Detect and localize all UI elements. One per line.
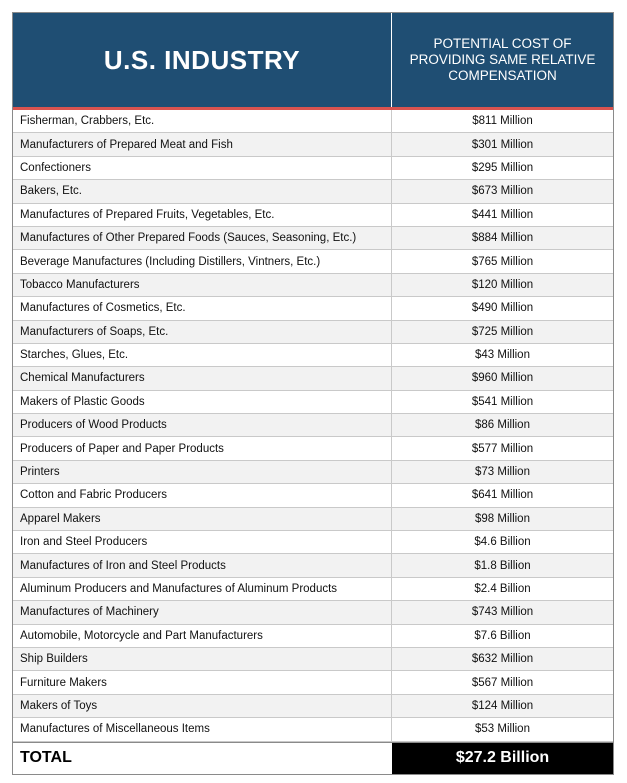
table-row [13, 484, 613, 507]
cost-cell: $4.6 Billion [474, 536, 531, 549]
table-row [13, 274, 613, 297]
industry-cell: Starches, Glues, Etc. [13, 344, 392, 366]
table-row [13, 531, 613, 554]
industry-cell: Fisherman, Crabbers, Etc. [13, 110, 392, 132]
cost-cell: $43 Million [475, 349, 530, 362]
table-row [13, 578, 613, 601]
table-row [13, 180, 613, 203]
table-row [13, 391, 613, 414]
table-row [13, 133, 613, 156]
industry-cell: Iron and Steel Producers [13, 531, 392, 553]
cost-cell: $725 Million [471, 325, 534, 338]
cost-header-line-2: PROVIDING SAME RELATIVE [409, 52, 596, 67]
industry-cell: Makers of Toys [13, 695, 392, 717]
cost-cell: $567 Million [471, 676, 534, 689]
table-row [13, 344, 613, 367]
cost-header-line-1: POTENTIAL COST OF [433, 36, 572, 51]
table-header [13, 13, 613, 110]
cost-cell: $98 Million [475, 512, 530, 525]
table-row [13, 648, 613, 671]
industry-cell: Manufacturers of Soaps, Etc. [13, 321, 392, 343]
table-row [13, 157, 613, 180]
table-row [13, 204, 613, 227]
cost-cell: $295 Million [471, 161, 534, 174]
table-row [13, 695, 613, 718]
cost-cell: $441 Million [471, 208, 534, 221]
table-row [13, 297, 613, 320]
industry-cell: Manufactures of Cosmetics, Etc. [13, 297, 392, 319]
total-label: TOTAL [13, 743, 392, 774]
cost-cell: $641 Million [471, 489, 534, 502]
industry-cell: Ship Builders [13, 648, 392, 670]
table-row [13, 227, 613, 250]
industry-cell: Aluminum Producers and Manufactures of Aluminum Products [13, 578, 392, 600]
industry-cell: Cotton and Fabric Producers [13, 484, 392, 506]
table-row [13, 601, 613, 624]
industry-cell: Confectioners [13, 157, 392, 179]
compensation-table [12, 12, 614, 775]
table-row [13, 671, 613, 694]
industry-cell: Tobacco Manufacturers [13, 274, 392, 296]
table-row [13, 250, 613, 273]
industry-cell: Furniture Makers [13, 671, 392, 693]
industry-cell: Producers of Paper and Paper Products [13, 437, 392, 459]
industry-cell: Beverage Manufactures (Including Distillers, Vintners, Etc.) [13, 250, 392, 272]
industry-cell: Chemical Manufacturers [13, 367, 392, 389]
industry-cell: Manufactures of Miscellaneous Items [13, 718, 392, 740]
industry-column-header [13, 13, 392, 107]
table-row [13, 718, 613, 741]
industry-cell: Printers [13, 461, 392, 483]
cost-cell: $884 Million [471, 232, 534, 245]
table-row [13, 461, 613, 484]
industry-cell: Bakers, Etc. [13, 180, 392, 202]
cost-cell: $2.4 Billion [474, 583, 531, 595]
cost-cell: $960 Million [471, 372, 534, 385]
table-row [13, 414, 613, 437]
cost-cell: $541 Million [471, 395, 534, 408]
industry-cell: Makers of Plastic Goods [13, 391, 392, 413]
cost-cell: $53 Million [475, 723, 530, 736]
table-row [13, 437, 613, 460]
table-row [13, 625, 613, 648]
industry-cell: Producers of Wood Products [13, 414, 392, 436]
cost-cell: $73 Million [475, 466, 530, 479]
cost-cell: $632 Million [471, 653, 534, 666]
total-value: $27.2 Billion [392, 743, 613, 774]
industry-header-text: U.S. INDUSTRY [103, 44, 301, 75]
industry-cell: Manufactures of Machinery [13, 601, 392, 623]
cost-cell: $765 Million [471, 255, 534, 268]
total-row [13, 742, 613, 774]
table-body [13, 110, 613, 742]
cost-cell: $1.8 Billion [474, 559, 531, 572]
cost-cell: $120 Million [471, 278, 534, 291]
cost-cell: $490 Million [471, 302, 534, 315]
industry-cell: Manufactures of Prepared Fruits, Vegetables, Etc. [13, 204, 392, 226]
cost-cell: $811 Million [472, 115, 533, 128]
cost-cell: $743 Million [471, 606, 534, 619]
cost-cell: $301 Million [471, 138, 534, 151]
industry-cell: Apparel Makers [13, 508, 392, 530]
industry-cell: Manufacturers of Prepared Meat and Fish [13, 133, 392, 155]
cost-cell: $124 Million [471, 699, 534, 712]
table-row [13, 508, 613, 531]
industry-cell: Automobile, Motorcycle and Part Manufacturers [13, 625, 392, 647]
cost-cell: $673 Million [471, 185, 534, 198]
industry-cell: Manufactures of Iron and Steel Products [13, 554, 392, 576]
industry-cell: Manufactures of Other Prepared Foods (Sauces, Seasoning, Etc.) [13, 227, 392, 249]
table-row [13, 321, 613, 344]
cost-column-header [392, 13, 613, 107]
table-row [13, 554, 613, 577]
cost-cell: $7.6 Billion [474, 629, 531, 642]
table-row [13, 367, 613, 390]
cost-cell: $86 Million [475, 419, 530, 432]
table-row [13, 110, 613, 133]
cost-cell: $577 Million [471, 442, 534, 455]
cost-header-line-3: COMPENSATION [448, 68, 557, 83]
